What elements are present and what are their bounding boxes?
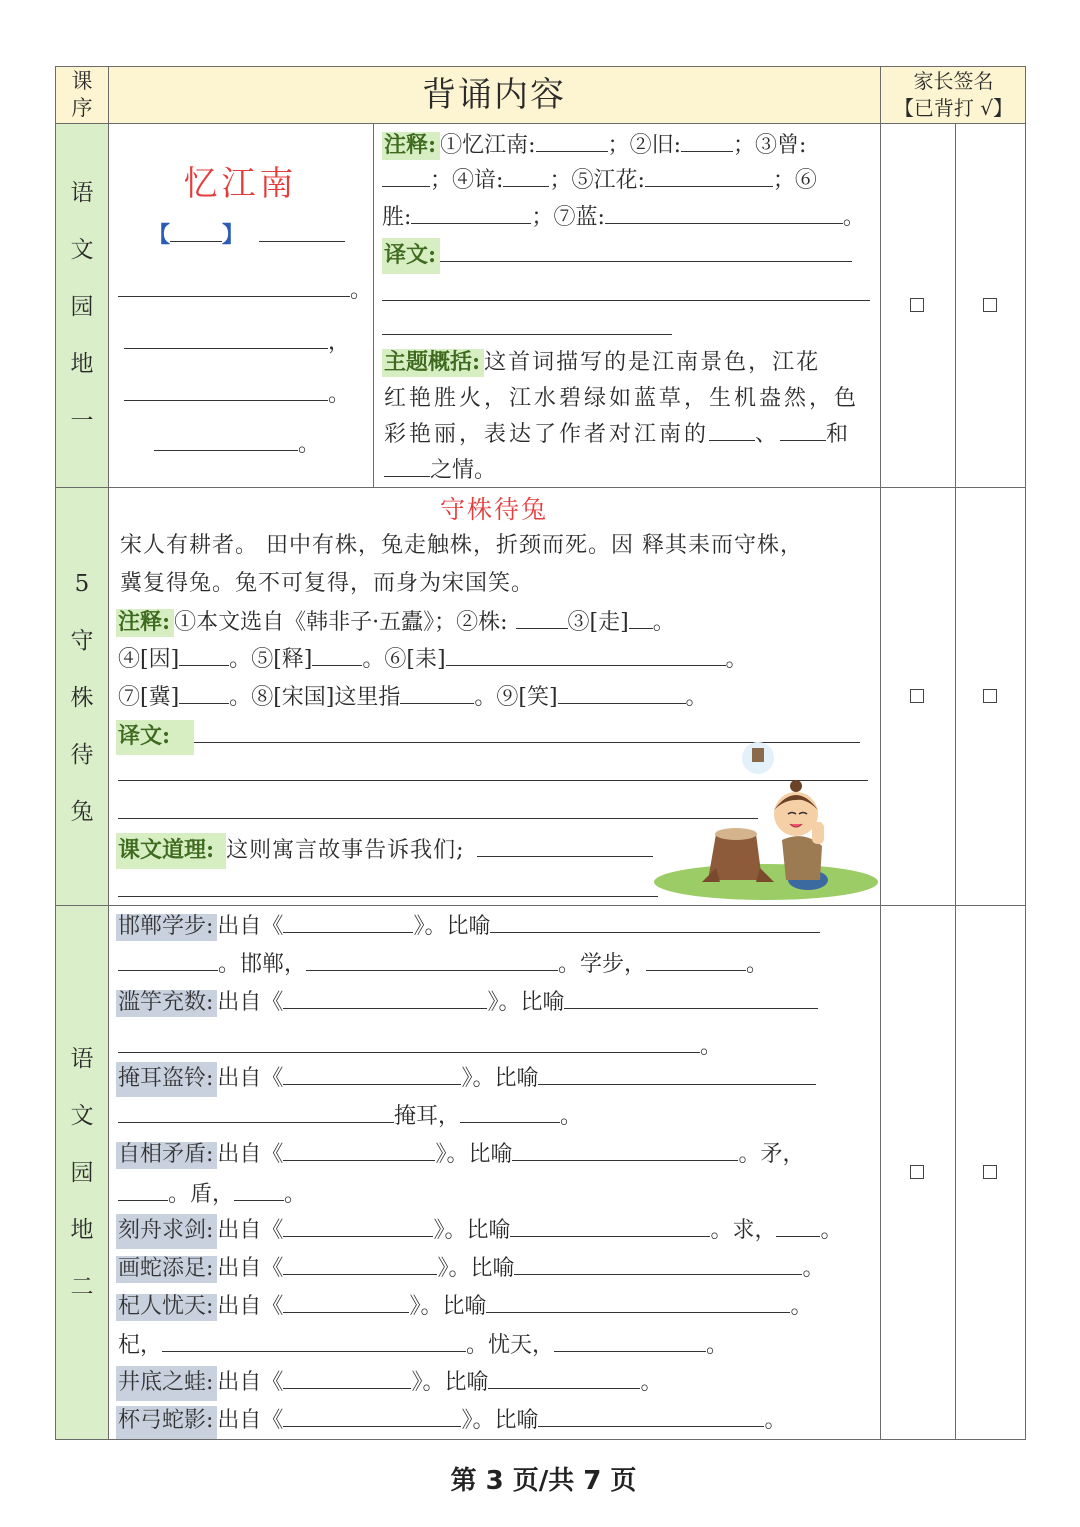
note: ①忆江南: <box>440 133 536 158</box>
note: ⑤江花: <box>571 168 645 193</box>
punct: 。 <box>700 1034 723 1059</box>
vline-1 <box>108 66 109 1440</box>
note: ④[因] <box>118 647 180 672</box>
idiom-text: 》。比喻 <box>437 1256 515 1281</box>
punct: 、 <box>755 422 781 447</box>
side-char: 园 <box>70 294 94 320</box>
lesson-line-2 <box>118 874 658 908</box>
idiom-label: 井底之蛙: <box>116 1366 217 1401</box>
punct: 。 <box>842 205 865 230</box>
idiom-row <box>116 1138 804 1172</box>
idiom-text: 出自《 <box>217 990 284 1015</box>
punct: 。 <box>298 432 321 457</box>
side-char: 地 <box>70 351 94 377</box>
punct: 。 <box>685 685 708 710</box>
note: ②旧: <box>629 133 681 158</box>
sign-instruction: 【已背打 √】 <box>893 96 1014 120</box>
bracket: 】 <box>222 222 245 248</box>
check-box[interactable] <box>910 689 924 703</box>
idiom-row <box>116 1404 786 1438</box>
punct: 。 <box>362 647 385 672</box>
idiom-text: 》。比喻 <box>409 1294 487 1319</box>
idiom-label: 掩耳盗铃: <box>116 1062 217 1097</box>
idiom-text: 》。比喻 <box>411 1370 489 1395</box>
notes-label: 注释: <box>382 132 440 160</box>
poem-line-1 <box>118 274 372 308</box>
bracket: 【 <box>148 222 171 248</box>
vline-2 <box>880 66 881 1440</box>
idiom-row <box>116 1290 812 1324</box>
side-char: 一 <box>70 408 94 434</box>
idiom-text: 》。比喻 <box>435 1142 513 1167</box>
idiom-text: 》。比喻 <box>413 914 491 939</box>
punct: 。 <box>474 685 497 710</box>
idiom-text: 出自《 <box>217 1256 284 1281</box>
side-char: 二 <box>70 1274 94 1300</box>
translation-label: 译文: <box>382 238 440 274</box>
idiom-text: 》。比喻 <box>461 1408 539 1433</box>
note: ④谙: <box>452 168 504 193</box>
side-char: 文 <box>70 1103 94 1129</box>
check-box[interactable] <box>910 298 924 312</box>
sign-label: 家长签名 <box>913 69 994 93</box>
side-char: 语 <box>70 180 94 206</box>
page-number: 第 3 页/共 7 页 <box>450 1466 637 1496</box>
side-char: 地 <box>70 1217 94 1243</box>
idiom-row-cont <box>118 1100 582 1134</box>
punct: 。 <box>229 685 252 710</box>
check-box[interactable] <box>983 689 997 703</box>
side-label-3 <box>56 1031 108 1316</box>
idiom-text: 。矛， <box>738 1142 805 1167</box>
side-char: 语 <box>70 1046 94 1072</box>
side-char: 园 <box>70 1160 94 1186</box>
punct: 。 <box>284 1182 307 1207</box>
note: ①本文选自《韩非子·五蠹》；②株: <box>174 610 508 635</box>
theme-text: 彩艳丽，表达了作者对江南的 <box>384 422 710 447</box>
note: ③[走] <box>567 610 629 635</box>
punct: ； <box>549 168 572 193</box>
idiom-text: 出自《 <box>217 1066 284 1091</box>
translation-line-3 <box>382 312 672 346</box>
idiom-row-cont <box>118 948 768 982</box>
idiom-text: 。学步， <box>558 952 647 977</box>
poem-author-line <box>148 218 345 253</box>
vline-poem <box>373 124 374 488</box>
translation-label: 译文: <box>116 720 194 755</box>
punct: 。 <box>725 647 748 672</box>
hline-2 <box>55 487 1026 488</box>
punct: ； <box>531 205 554 230</box>
idiom-text: 杞， <box>118 1333 163 1358</box>
idiom-text: 出自《 <box>217 1142 284 1167</box>
story-notes-row-1 <box>116 605 675 640</box>
idiom-label: 刻舟求剑: <box>116 1214 217 1249</box>
poem-line-2 <box>124 326 350 360</box>
punct: 。 <box>764 1408 787 1433</box>
vline-3 <box>955 124 956 1440</box>
idiom-label: 滥竽充数: <box>116 990 217 1017</box>
note: ⑦蓝: <box>553 205 605 230</box>
idiom-text: 。邯郸， <box>218 952 307 977</box>
punct: 。 <box>802 1256 825 1281</box>
idiom-text: 》。比喻 <box>433 1218 511 1243</box>
idiom-row <box>116 910 820 944</box>
notes-row-3 <box>382 201 865 235</box>
side-label-2 <box>56 556 108 841</box>
note: ⑥ <box>794 168 817 193</box>
idiom-text: 出自《 <box>217 1218 284 1243</box>
punct: 。 <box>746 952 769 977</box>
check-box[interactable] <box>983 1165 997 1179</box>
idiom-row-cont <box>118 1329 728 1363</box>
poem-line-3 <box>124 378 350 412</box>
notes-row-1 <box>382 128 806 163</box>
theme-text: 和 <box>826 422 852 447</box>
side-char: 兔 <box>70 799 94 825</box>
idiom-text: 。忧天， <box>466 1333 555 1358</box>
hline-1 <box>55 123 1026 124</box>
idiom-text: 出自《 <box>217 1408 284 1433</box>
idiom-row <box>116 1214 842 1248</box>
poem-title: 忆江南 <box>183 164 298 204</box>
theme-text: 之情。 <box>430 458 497 483</box>
punct: 。 <box>790 1294 813 1319</box>
idiom-row <box>116 1366 662 1400</box>
idiom-text: 》。比喻 <box>461 1066 539 1091</box>
idiom-text: 》。比喻 <box>487 990 565 1015</box>
header-col-label <box>56 68 108 122</box>
punct: ， <box>328 330 351 355</box>
idiom-row <box>116 986 818 1020</box>
theme-label: 主题概括: <box>382 349 484 377</box>
boy-stump-illustration <box>636 730 880 902</box>
notes-label: 注释: <box>116 609 174 637</box>
parent-sign-header <box>881 68 1026 122</box>
punct: ； <box>430 168 453 193</box>
story-text-1: 宋人有耕者。 田中有株，兔走触株，折颈而死。因 释其耒而守株， <box>120 533 803 558</box>
lesson-row <box>116 833 653 868</box>
translation-row <box>382 238 852 273</box>
note: ⑧[宋国]这里指 <box>251 685 401 710</box>
note: ⑨[笑] <box>496 685 558 710</box>
header-col-char: 序 <box>71 96 93 120</box>
idiom-label: 杯弓蛇影: <box>116 1406 217 1439</box>
punct: 。 <box>350 278 373 303</box>
theme-text: 红艳胜火，江水碧绿如蓝草，生机盎然，色 <box>384 386 860 411</box>
notes-row-2 <box>382 164 817 198</box>
idiom-row <box>116 1062 816 1096</box>
side-char: 株 <box>70 685 94 711</box>
poem-line-4 <box>154 428 320 462</box>
side-label-1 <box>56 165 108 450</box>
punct: 。 <box>820 1218 843 1243</box>
idiom-row-cont <box>118 1030 722 1064</box>
side-char: 待 <box>70 742 94 768</box>
theme-text: 这首词描写的是江南景色，江花 <box>484 350 821 375</box>
idiom-text: 。盾， <box>168 1182 235 1207</box>
header-col-char: 课 <box>71 69 93 93</box>
note: ⑤[释] <box>251 647 313 672</box>
note: ⑦[冀] <box>118 685 180 710</box>
idiom-label: 邯郸学步: <box>116 914 217 941</box>
punct: 。 <box>560 1104 583 1129</box>
idiom-row <box>116 1252 824 1286</box>
translation-line-2 <box>382 278 870 312</box>
note: ③曾: <box>755 133 807 158</box>
punct: ； <box>732 133 755 158</box>
idiom-text: 。求， <box>710 1218 777 1243</box>
story-title: 守株待兔 <box>439 495 548 524</box>
theme-row-4 <box>384 454 496 488</box>
check-box[interactable] <box>983 298 997 312</box>
idiom-label: 画蛇添足: <box>116 1256 217 1283</box>
side-char: 文 <box>70 237 94 263</box>
punct: 。 <box>652 610 675 635</box>
lesson-label: 课文道理: <box>116 833 226 869</box>
punct: ； <box>607 133 630 158</box>
lesson-text: 这则寓言故事告诉我们; <box>226 838 465 863</box>
theme-row-2 <box>384 382 859 416</box>
idiom-text: 掩耳， <box>394 1104 461 1129</box>
idiom-label: 自相矛盾: <box>116 1142 217 1169</box>
side-char: 守 <box>70 628 94 654</box>
note: 胜: <box>382 205 412 230</box>
check-box[interactable] <box>910 1165 924 1179</box>
story-text-2: 冀复得兔。兔不可复得，而身为宋国笑。 <box>120 571 535 596</box>
side-char: 5 <box>74 571 90 597</box>
idiom-row-cont <box>118 1178 306 1212</box>
story-notes-row-3 <box>118 681 708 715</box>
note: ⑥[耒] <box>384 647 446 672</box>
theme-row-3 <box>384 418 851 452</box>
punct: ； <box>772 168 795 193</box>
punct: 。 <box>640 1370 663 1395</box>
punct: 。 <box>229 647 252 672</box>
idiom-text: 出自《 <box>217 1294 284 1319</box>
punct: 。 <box>706 1333 729 1358</box>
idiom-label: 杞人忧天: <box>116 1294 217 1321</box>
page-title: 背诵内容 <box>422 75 566 115</box>
idiom-text: 出自《 <box>217 1370 284 1395</box>
punct: 。 <box>328 382 351 407</box>
idiom-text: 出自《 <box>217 914 284 939</box>
theme-row-1 <box>382 345 820 380</box>
story-notes-row-2 <box>118 643 748 677</box>
